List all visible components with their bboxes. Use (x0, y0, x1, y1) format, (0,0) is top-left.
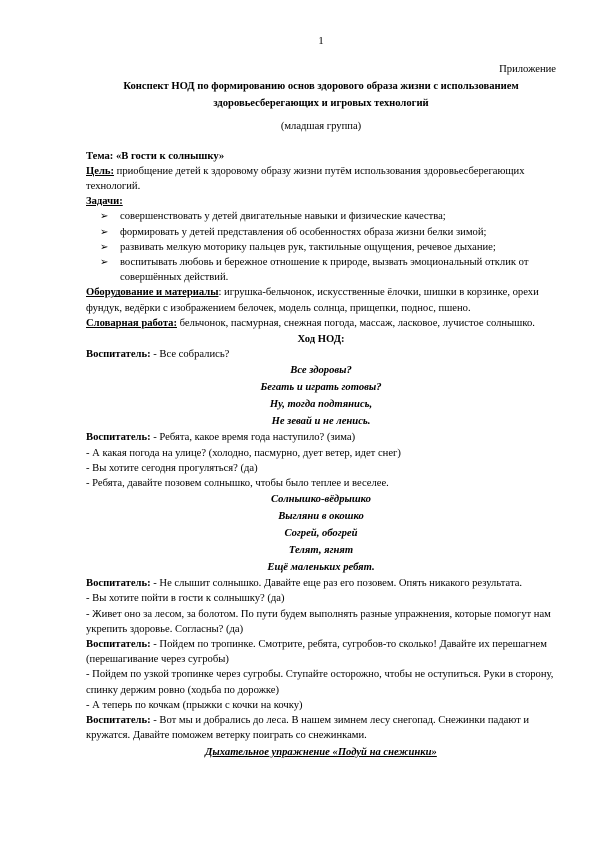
equipment-paragraph (86, 285, 556, 315)
verse-line: Ещё маленьких ребят. (267, 562, 375, 574)
teacher-label: Воспитатель: (86, 349, 151, 361)
goal-text: приобщение детей к здоровому образу жизни путём использования здоровьесберегающих технологий. (86, 165, 525, 193)
theme-paragraph (86, 149, 556, 164)
dialogue-line: - Ребята, давайте позовем солнышко, чтобы было теплее и веселее. (86, 478, 389, 490)
list-item: ➢ воспитывать любовь и бережное отношение к природе, вызвать эмоциональный отклик от совершённых действий. (100, 257, 529, 284)
arrow-bullet-icon: ➢ (100, 257, 109, 269)
dialogue-line: - Вы хотите сегодня прогуляться? (да) (86, 462, 258, 474)
dialogue-line: Воспитатель: - Пойдем по тропинке. Смотрите, ребята, сугробов-то сколько! Давайте их перешагнем (перешагивание через сугробы) (86, 639, 547, 666)
vocab-text: бельчонок, пасмурная, снежная погода, массаж, ласковое, лучистое солнышко. (176, 317, 535, 329)
dialogue-line: Воспитатель: - Все собрались? (86, 349, 230, 361)
verse-1 (86, 362, 556, 430)
arrow-bullet-icon: ➢ (100, 241, 109, 253)
dialogue-line: Воспитатель: - Не слышит солнышко. Давайте еще раз его позовем. Опять никакого результата. (86, 578, 523, 590)
goal-label: Цель: (86, 165, 115, 177)
dialogue-line: - Вы хотите пойти в гости к солнышку? (да) (86, 593, 285, 605)
goal-paragraph (86, 164, 556, 194)
theme-value: «В гости к солнышку» (115, 150, 225, 162)
tasks-list (86, 209, 556, 285)
appendix-label: Приложение (499, 64, 556, 76)
list-item: ➢ формировать у детей представления об особенностях образа жизни белки зимой; (100, 225, 556, 240)
dialogue-line: Воспитатель: - Ребята, какое время года наступило? (зима) (86, 432, 356, 444)
dialogue-line: - Живет оно за лесом, за болотом. По пути будем выполнять разные упражнения, которые помогут нам укрепить здоровье. Согласны? (да) (86, 608, 551, 635)
exercise-heading: Дыхательное упражнение «Подуй на снежинки» (205, 746, 437, 758)
document-page (86, 34, 556, 760)
tasks-label: Задачи: (86, 196, 123, 208)
dialogue-line: - А теперь по кочкам (прыжки с кочки на кочку) (86, 699, 303, 711)
theme-label: Тема: (86, 150, 116, 162)
dialogue-line: - А какая погода на улице? (холодно, пасмурно, дует ветер, идет снег) (86, 447, 401, 459)
arrow-bullet-icon: ➢ (100, 211, 109, 223)
verse-line: Ну, тогда подтянись, (269, 399, 373, 411)
teacher-label: Воспитатель: (86, 578, 151, 590)
verse-line: Бегать и играть готовы? (260, 382, 382, 394)
teacher-label: Воспитатель: (86, 639, 151, 651)
verse-line: Выгляни в окошко (278, 511, 364, 523)
dialogue-line: - Пойдем по узкой тропинке через сугробы. Ступайте осторожно, чтобы не оступиться. Руки в сторону, спинку держим ровно (ходьба по дорожке) (86, 669, 554, 696)
verse-line: Не зевай и не ленись. (271, 416, 371, 428)
arrow-bullet-icon: ➢ (100, 226, 109, 238)
document-title (86, 78, 556, 112)
verse-line: Согрей, обогрей (284, 528, 358, 540)
group-label: (младшая группа) (280, 121, 362, 133)
vocab-label: Словарная работа: (86, 317, 177, 329)
title-line-1: Конспект НОД по формированию основ здорового образа жизни с использованием (123, 81, 519, 93)
title-line-2: здоровьесберегающих и игровых технологий (213, 98, 429, 110)
vocab-paragraph (86, 316, 556, 331)
list-item: ➢ совершенствовать у детей двигательные навыки и физические качества; (100, 209, 556, 224)
dialogue-line: Воспитатель: - Вот мы и добрались до леса. В нашем зимнем лесу снегопад. Снежинки падают и кружатся. Давайте поможем ветерку поиграть со снежинками. (86, 715, 530, 742)
teacher-label: Воспитатель: (86, 715, 151, 727)
verse-line: Солнышко-вёдрышко (271, 494, 371, 506)
page-number: 1 (318, 35, 324, 47)
verse-2 (86, 491, 556, 576)
verse-line: Все здоровы? (290, 365, 352, 377)
equipment-label: Оборудование и материалы (86, 287, 219, 299)
equipment-text: : игрушка-бельчонок, искусственные ёлочки, шишки в корзинке, орехи фундук, ведёрки с изображением белочек, модель солнца, прищепки, поднос, пшено. (86, 287, 539, 314)
verse-line: Телят, ягнят (288, 545, 354, 557)
list-item: ➢ развивать мелкую моторику пальцев рук, тактильные ощущения, речевое дыхание; (100, 240, 556, 255)
teacher-label: Воспитатель: (86, 432, 151, 444)
progress-heading: Ход НОД: (297, 334, 345, 346)
